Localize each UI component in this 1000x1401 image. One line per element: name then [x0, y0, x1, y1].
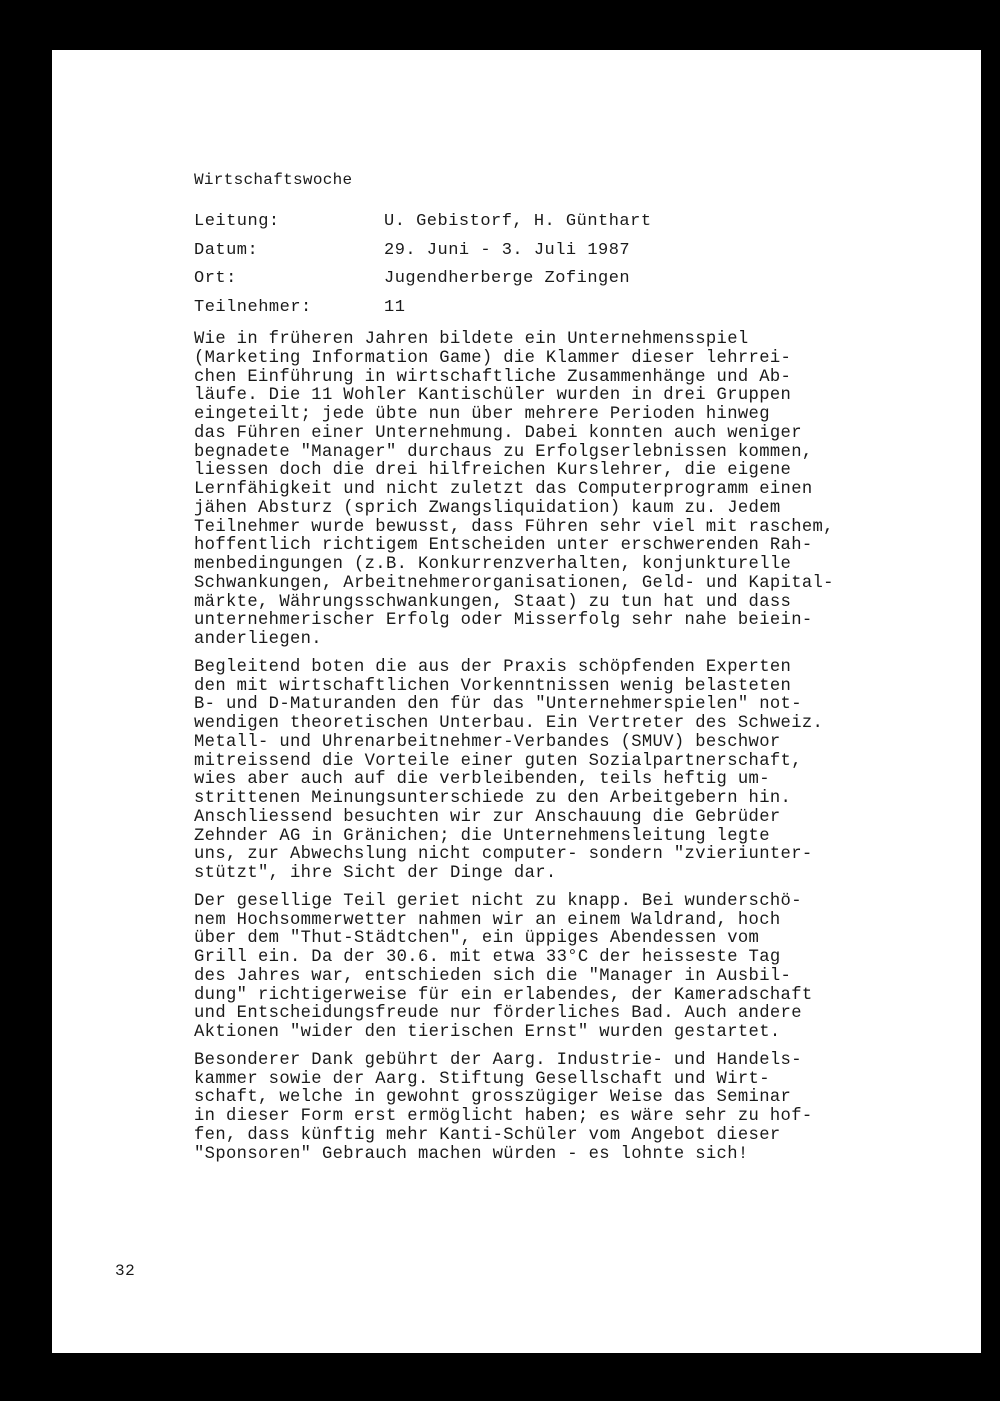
meta-label: Leitung: — [194, 212, 280, 231]
meta-label: Ort: — [194, 269, 237, 288]
meta-value: 11 — [384, 297, 406, 317]
page-number: 32 — [115, 1262, 136, 1280]
paragraph-dank: Besonderer Dank gebührt der Aarg. Industrie- und Handels- kammer sowie der Aarg. Stiftung Gesellschaft und Wirt- schaft, welche in gewohnt grosszügiger Weise das Seminar in dieser Form erst ermöglicht haben; es wäre sehr zu hof- fen, dass künftig mehr Kanti-Schüler vom Angebot dieser "Sponsoren" Gebrauch machen würden - es lohnte sich! — [194, 1050, 813, 1164]
document-title: Wirtschaftswoche — [194, 171, 353, 189]
document-page — [52, 50, 981, 1353]
meta-row-teilnehmer — [194, 294, 894, 323]
meta-row-ort — [194, 265, 894, 294]
meta-value: 29. Juni - 3. Juli 1987 — [384, 240, 631, 260]
document-body — [194, 331, 884, 1173]
meta-row-datum — [194, 237, 894, 266]
meta-info-table — [194, 208, 894, 322]
paragraph-unternehmensspiel: Wie in früheren Jahren bildete ein Unternehmensspiel (Marketing Information Game) die Klammer dieser lehrrei- chen Einführung in wirtschaftliche Zusammenhänge und Ab- läufe. Die 11 Wohler Kantischüler wurden in drei Gruppen eingeteilt; jede übte nun über mehrere Perioden hinweg das Führen einer Unternehmung. Dabei konnten auch weniger begnadete "Manager" durchaus zu Erfolgserlebnissen kommen, liessen doch die drei hilfreichen Kurslehrer, die eigene Lernfähigkeit und nicht zuletzt das Computerprogramm einen jähen Absturz (sprich Zwangsliquidation) kaum zu. Jedem Teilnehmer wurde bewusst, dass Führen sehr viel mit raschem, hoffentlich richtigem Entscheiden unter erschwerenden Rah- menbedingungen (z.B. Konkurrenzverhalten, konjunkturelle Schwankungen, Arbeitnehmerorganisationen, Geld- und Kapital- märkte, Währungsschwankungen, Staat) zu tun hat und dass unternehmerischer Erfolg oder Misserfolg sehr nahe beiein- anderliegen. — [194, 330, 834, 649]
meta-label: Datum: — [194, 240, 259, 260]
meta-value: Jugendherberge Zofingen — [384, 269, 631, 288]
paragraph-experten: Begleitend boten die aus der Praxis schöpfenden Experten den mit wirtschaftlichen Vorkenntnissen wenig belasteten B- und D-Maturanden den für das "Unternehmerspielen" not- wendigen theoretischen Unterbau. Ein Vertreter des Schweiz. Metall- und Uhrenarbeitnehmer-Verbandes (SMUV) beschwor mitreissend die Vorteile einer guten Sozialpartnerschaft, wies aber auch auf die verbleibenden, teils heftig um- strittenen Meinungsunterschiede zu den Arbeitgebern hin. Anschliessend besuchten wir zur Anschauung die Gebrüder Zehnder AG in Gränichen; die Unternehmensleitung legte uns, zur Abwechslung nicht computer- sondern "zvieriunter- stützt", ihre Sicht der Dinge dar. — [194, 657, 824, 883]
meta-row-leitung — [194, 208, 894, 237]
meta-label: Teilnehmer: — [194, 297, 312, 317]
paragraph-geselliger-teil: Der gesellige Teil geriet nicht zu knapp. Bei wunderschö- nem Hochsommerwetter nahmen wir an einem Waldrand, hoch über dem "Thut-Städtchen", ein üppiges Abendessen vom Grill ein. Da der 30.6. mit etwa 33°C der heisseste Tag des Jahres war, entschieden sich die "Manager in Ausbil- dung" richtigerweise für ein erlabendes, der Kameradschaft und Entscheidungsfreude nur förderliches Bad. Auch andere Aktionen "wider den tierischen Ernst" wurden gestartet. — [194, 891, 813, 1042]
meta-value: U. Gebistorf, H. Günthart — [384, 212, 652, 231]
